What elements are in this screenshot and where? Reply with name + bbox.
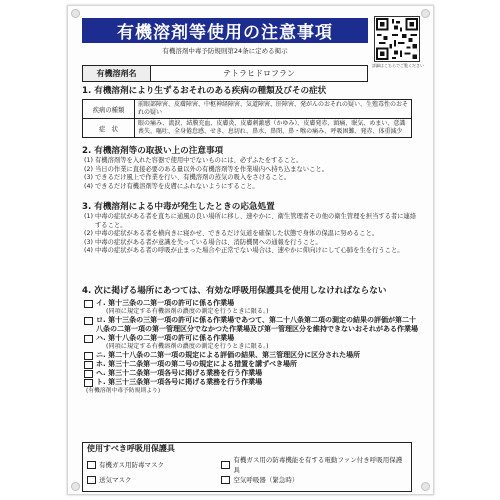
notice-title: 有機溶剤等使用の注意事項 (82, 18, 368, 43)
section-diseases (82, 86, 422, 138)
section-heading: 3. 有機溶剤による中毒が発生したときの応急処置 (82, 202, 275, 212)
respirator-option[interactable]: 有機ガス用防毒マスク (87, 455, 221, 475)
notice-board (67, 5, 434, 495)
checklist-item[interactable]: ハ. 第十八条の二第一項の許可に係る作業場 (82, 334, 422, 343)
list-item: (2) 当日の作業に直接必要のある量以外の有機溶剤等を作業場内へ持ち込まないこと。 (84, 165, 328, 173)
solvent-name-label: 有機溶剤名 (83, 66, 151, 81)
notice-subtitle: 有機溶剤中毒予防規則第24条に定める掲示 (162, 47, 288, 55)
checkbox[interactable] (87, 476, 96, 484)
list-item: (3) できるだけ風上で作業を行い、有機溶剤の蒸気の吸入をさけること。 (84, 174, 291, 182)
checkbox[interactable] (84, 300, 93, 308)
list-item: (2) 中毒の症状がある者を横向きに寝かせ、できるだけ気道を確保した状態で身体の保温に努めること。 (84, 230, 379, 238)
qr-caption: 詳細はこちらでご覧ください (372, 63, 424, 68)
checklist-note: (同項に規定する有機溶剤の濃度の測定を行うときに限る。) (106, 308, 269, 315)
section-handling (82, 146, 422, 191)
checklist-note: (同項に規定する有機溶剤の濃度の測定を行うときに限る。) (106, 343, 269, 350)
disease-table (82, 99, 412, 138)
checkbox[interactable] (84, 335, 93, 343)
checkbox[interactable] (221, 461, 230, 469)
checklist-item[interactable]: ニ. 第二十八条の二第一項の規定による評価の結果、第三管理区分に区分された場所 (82, 351, 422, 360)
list-item: (4) 中毒の症状がある者の呼吸が止まった場合や正常でない場合は、速やかに仰向けにして心肺を生を行うこと。 (84, 247, 404, 255)
checkbox[interactable] (84, 379, 93, 387)
list-item: (1) 中毒の症状がある者を直ちに通風の良い場所に移し、速やかに、衛生管理者その他の衛生管理を担当する者に連絡すること。 (84, 213, 417, 229)
table-row (83, 119, 411, 137)
table-label: 症 状 (83, 119, 135, 137)
checkbox[interactable] (84, 352, 93, 360)
respirator-heading: 使用すべき呼吸用保護具 (87, 444, 175, 453)
respirator-options (83, 455, 411, 485)
solvent-name-row (82, 65, 368, 82)
checklist-item[interactable]: ロ. 第十三条の三第一項の許可に係る作業場であつて、第二十八条第二項の測定の結果の評価が第二十八条の二第一項の第一管理区分でなかつた作業場及び第一管理区分を維持できないおそれがある作業場 (82, 316, 422, 334)
list-item: (4) できるだけ有機溶剤等を皮膚にふれないようにすること。 (84, 182, 259, 190)
table-value: 前眼部障害、皮膚障害、中枢神経障害、気道障害、肝障害、発がんのおそれの疑い、生殖毒性のおそれの疑い (138, 101, 409, 116)
checklist-item[interactable]: イ. 第十三条の二第一項の許可に係る作業場 (82, 299, 422, 308)
checkbox[interactable] (84, 361, 93, 369)
mounting-hole (421, 482, 430, 491)
solvent-name-value: テトラヒドロフラン (223, 69, 295, 78)
section-heading: 4. 次に掲げる場所にあつては、有効な呼吸用保護具を使用しなければならない (82, 286, 387, 296)
table-row (83, 100, 411, 119)
checklist-item[interactable]: ヘ. 第三十二条第一項各号に掲げる業務を行う作業場 (82, 369, 422, 378)
table-label: 疾病の種類 (83, 100, 135, 118)
checklist-item[interactable]: ホ. 第三十二条第一項の第二号の規定による措置を講ずべき場所 (82, 360, 422, 369)
list-item: (3) 中毒の症状がある者が意識を失っている場合は、消防機関への通報を行うこと。 (84, 238, 322, 246)
respirator-option[interactable]: 有機ガス用の防毒機能を有する電動ファン付き呼吸用保護具 (221, 455, 407, 475)
checkbox[interactable] (84, 317, 93, 325)
section-first-aid (82, 202, 422, 256)
qr-code-icon[interactable] (374, 16, 420, 62)
regulation-footnote: (有機溶剤中毒予防規則より) (86, 388, 161, 394)
mounting-hole (421, 9, 430, 18)
section-heading: 1. 有機溶剤により生ずるおそれのある疾病の種類及びその症状 (82, 86, 327, 96)
mounting-hole (71, 482, 80, 491)
respirator-option[interactable]: 送気マスク (87, 475, 221, 485)
respirator-box (82, 442, 412, 492)
checklist-item[interactable]: ト. 第三十三条第一項各号に掲げる業務を行う作業場 (82, 378, 422, 387)
checkbox[interactable] (84, 370, 93, 378)
checkbox[interactable] (87, 461, 96, 469)
checkbox[interactable] (221, 476, 230, 484)
section-protective-equipment (82, 286, 422, 395)
list-item: (1) 有機溶剤等を入れた容器で使用中でないものには、必ずふたをすること。 (84, 157, 303, 164)
table-value: 眼の痛み、流涙、結膜充血、皮膚炎、皮膚刺激感（かゆみ）、皮膚発赤、頭痛、眠気、めまい、意識喪失、嘔吐、全身倦怠感、せき、息切れ、鼻水、鼻閉、鼻・喉の痛み、呼吸困難、発赤、体重減少 (138, 120, 406, 135)
section-heading: 2. 有機溶剤等の取扱い上の注意事項 (82, 146, 224, 156)
respirator-option[interactable]: 空気呼吸器（緊急時） (221, 475, 407, 485)
mounting-hole (71, 9, 80, 18)
